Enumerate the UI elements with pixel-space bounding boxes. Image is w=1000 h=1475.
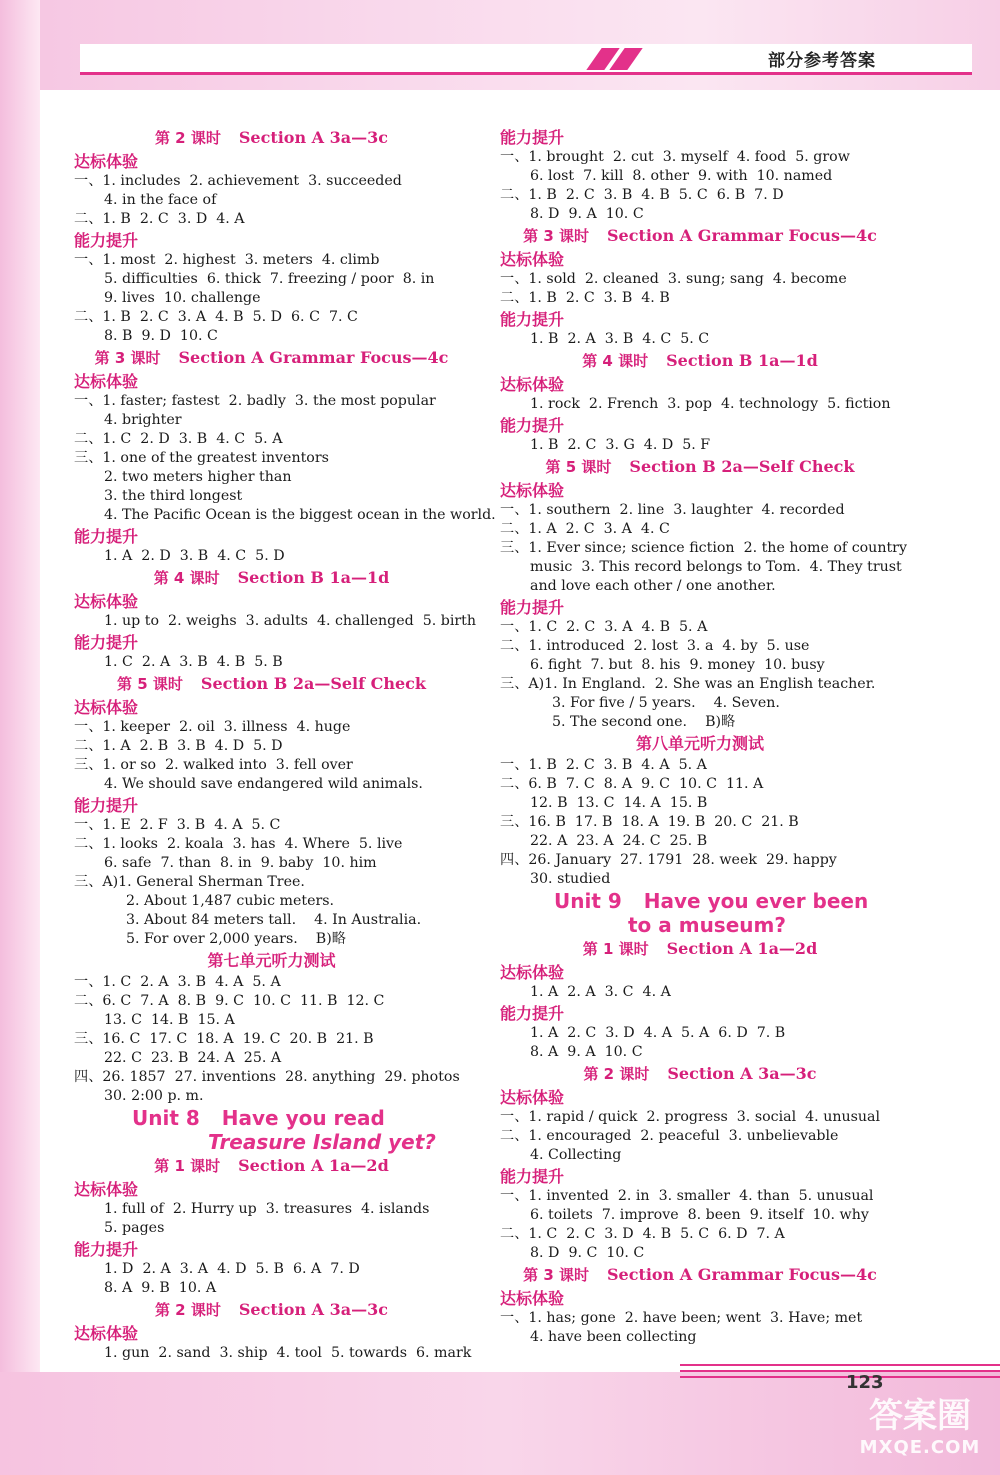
answer-line: music 3. This record belongs to Tom. 4. They trust xyxy=(530,559,902,575)
answer-line: 13. C 14. B 15. A xyxy=(104,1012,235,1028)
answer-line: 二、1. B 2. C 3. B 4. B 5. C 6. B 7. D xyxy=(500,187,784,203)
answer-line: 30. 2:00 p. m. xyxy=(104,1088,204,1104)
answer-line: 一、1. invented 2. in 3. smaller 4. than 5. unusual xyxy=(500,1188,874,1204)
lesson-heading xyxy=(74,566,469,590)
answer-line: 1. gun 2. sand 3. ship 4. tool 5. towards 6. mark xyxy=(104,1345,472,1361)
unit-heading-cont: Treasure Island yet? xyxy=(208,1130,436,1154)
section-heading: 能力提升 xyxy=(500,128,565,147)
answer-line: 4. Collecting xyxy=(530,1147,622,1163)
answer-line: 1. D 2. A 3. A 4. D 5. B 6. A 7. D xyxy=(104,1261,360,1277)
lesson-title: Section A 3a—3c xyxy=(238,1300,389,1319)
answer-line: 三、A)1. In England. 2. She was an English teacher. xyxy=(500,676,876,692)
answer-line: 4. in the face of xyxy=(104,192,217,208)
listening-test-heading: 第七单元听力测试 xyxy=(207,951,336,970)
lesson-title: Section B 2a—Self Check xyxy=(629,457,855,476)
answer-line: 6. lost 7. kill 8. other 9. with 10. named xyxy=(530,168,833,184)
section-heading: 达标体验 xyxy=(500,1088,565,1107)
answer-line: 一、1. C 2. C 3. A 4. B 5. A xyxy=(500,619,708,635)
lesson-title: Section A 3a—3c xyxy=(238,128,389,147)
watermark-logo: 答案圈 xyxy=(869,1396,971,1436)
section-heading: 达标体验 xyxy=(500,963,565,982)
section-heading: 达标体验 xyxy=(74,1324,139,1343)
answer-line: 8. D 9. C 10. C xyxy=(530,1245,645,1261)
unit-label: Unit 8 xyxy=(132,1106,200,1130)
answer-line: 1. B 2. A 3. B 4. C 5. C xyxy=(530,331,710,347)
section-heading: 达标体验 xyxy=(500,481,565,500)
page-number: 123 xyxy=(846,1372,884,1393)
answer-line: 5. pages xyxy=(104,1220,165,1236)
answer-line: 一、1. brought 2. cut 3. myself 4. food 5. grow xyxy=(500,149,850,165)
unit-title: Have you read xyxy=(221,1106,385,1130)
answer-line: 一、1. has; gone 2. have been; went 3. Have; met xyxy=(500,1310,863,1326)
answer-line: 二、1. encouraged 2. peaceful 3. unbelievable xyxy=(500,1128,839,1144)
answer-line: 一、1. sold 2. cleaned 3. sung; sang 4. become xyxy=(500,271,847,287)
lesson-title: Section A Grammar Focus—4c xyxy=(606,1265,877,1284)
answer-line: 1. B 2. C 3. G 4. D 5. F xyxy=(530,437,711,453)
answer-line: 二、6. C 7. A 8. B 9. C 10. C 11. B 12. C xyxy=(74,993,385,1009)
answer-line: 一、1. E 2. F 3. B 4. A 5. C xyxy=(74,817,281,833)
answer-line: 6. fight 7. but 8. his 9. money 10. busy xyxy=(530,657,825,673)
unit-heading xyxy=(500,889,900,913)
answer-line: 1. up to 2. weighs 3. adults 4. challenged 5. birth xyxy=(104,613,477,629)
page-header-title: 部分参考答案 xyxy=(768,51,876,71)
answer-line: 30. studied xyxy=(530,871,611,887)
answer-line: 1. A 2. D 3. B 4. C 5. D xyxy=(104,548,285,564)
answer-line: 四、26. 1857 27. inventions 28. anything 29. photos xyxy=(74,1069,460,1085)
lesson-number: 第 5 课时 xyxy=(545,458,612,476)
answer-line: 8. A 9. A 10. C xyxy=(530,1044,643,1060)
answer-line: 4. We should save endangered wild animals. xyxy=(104,776,423,792)
answer-line: 三、1. Ever since; science fiction 2. the home of country xyxy=(500,540,907,556)
section-heading: 达标体验 xyxy=(500,375,565,394)
answer-line: 二、1. C 2. C 3. D 4. B 5. C 6. D 7. A xyxy=(500,1226,785,1242)
answer-line: 3. For five / 5 years. 4. Seven. xyxy=(552,695,780,711)
answer-line: 一、1. C 2. A 3. B 4. A 5. A xyxy=(74,974,281,990)
section-heading: 达标体验 xyxy=(74,372,139,391)
lesson-number: 第 3 课时 xyxy=(523,227,589,245)
lesson-number: 第 2 课时 xyxy=(154,1301,221,1319)
answer-line: 9. lives 10. challenge xyxy=(104,290,261,306)
lesson-number: 第 1 课时 xyxy=(582,940,649,958)
answer-line: and love each other / one another. xyxy=(530,578,776,594)
answer-line: 一、1. keeper 2. oil 3. illness 4. huge xyxy=(74,719,351,735)
answer-line: 6. toilets 7. improve 8. been 9. itself 10. why xyxy=(530,1207,869,1223)
lesson-heading xyxy=(500,455,900,479)
answer-line: 5. difficulties 6. thick 7. freezing / poor 8. in xyxy=(104,271,435,287)
answer-line: 三、16. C 17. C 18. A 19. C 20. B 21. B xyxy=(74,1031,374,1047)
lesson-heading xyxy=(74,126,469,150)
answer-line: 一、1. B 2. C 3. B 4. A 5. A xyxy=(500,757,707,773)
answer-line: 一、1. includes 2. achievement 3. succeeded xyxy=(74,173,402,189)
answer-line: 3. About 84 meters tall. 4. In Australia. xyxy=(126,912,422,928)
section-heading: 能力提升 xyxy=(500,1004,565,1023)
answer-line: 二、1. B 2. C 3. D 4. A xyxy=(74,211,245,227)
lesson-heading xyxy=(74,672,469,696)
lesson-heading xyxy=(500,1263,900,1287)
answer-line: 二、1. looks 2. koala 3. has 4. Where 5. live xyxy=(74,836,403,852)
answer-line: 二、1. A 2. B 3. B 4. D 5. D xyxy=(74,738,283,754)
answer-line: 三、1. or so 2. walked into 3. fell over xyxy=(74,757,353,773)
section-heading: 达标体验 xyxy=(74,592,139,611)
section-heading: 达标体验 xyxy=(500,1289,565,1308)
unit-label: Unit 9 xyxy=(554,889,622,913)
left-column xyxy=(74,126,496,1363)
answer-line: 1. A 2. C 3. D 4. A 5. A 6. D 7. B xyxy=(530,1025,786,1041)
lesson-number: 第 1 课时 xyxy=(154,1157,221,1175)
answer-line: 22. A 23. A 24. C 25. B xyxy=(530,833,708,849)
answer-line: 2. two meters higher than xyxy=(104,469,292,485)
answer-line: 3. the third longest xyxy=(104,488,243,504)
answer-line: 8. B 9. D 10. C xyxy=(104,328,218,344)
answer-line: 二、1. B 2. C 3. A 4. B 5. D 6. C 7. C xyxy=(74,309,358,325)
answer-line: 二、1. introduced 2. lost 3. a 4. by 5. use xyxy=(500,638,810,654)
answer-line: 8. A 9. B 10. A xyxy=(104,1280,217,1296)
answer-line: 4. have been collecting xyxy=(530,1329,697,1345)
lesson-heading xyxy=(500,224,900,248)
answer-line: 5. The second one. B)略 xyxy=(552,714,736,730)
section-heading: 能力提升 xyxy=(74,633,139,652)
lesson-number: 第 2 课时 xyxy=(154,129,221,147)
section-heading: 达标体验 xyxy=(74,698,139,717)
listening-test-heading: 第八单元听力测试 xyxy=(635,734,764,753)
watermark xyxy=(845,1388,995,1458)
answer-line: 1. full of 2. Hurry up 3. treasures 4. islands xyxy=(104,1201,430,1217)
lesson-heading xyxy=(500,937,900,961)
section-heading: 能力提升 xyxy=(74,527,139,546)
answer-line: 一、1. faster; fastest 2. badly 3. the most popular xyxy=(74,393,436,409)
footer-lines xyxy=(680,1364,1000,1384)
answer-line: 22. C 23. B 24. A 25. A xyxy=(104,1050,282,1066)
unit-title: Have you ever been xyxy=(643,889,869,913)
lesson-number: 第 3 课时 xyxy=(523,1266,589,1284)
answer-line: 一、1. most 2. highest 3. meters 4. climb xyxy=(74,252,380,268)
answer-line: 12. B 13. C 14. A 15. B xyxy=(530,795,708,811)
lesson-title: Section B 1a—1d xyxy=(666,351,818,370)
answer-line: 4. The Pacific Ocean is the biggest ocean in the world. xyxy=(104,507,496,523)
answer-line: 二、1. C 2. D 3. B 4. C 5. A xyxy=(74,431,283,447)
answer-line: 1. A 2. A 3. C 4. A xyxy=(530,984,671,1000)
watermark-url: MXQE.COM xyxy=(859,1437,981,1458)
answer-line: 三、16. B 17. B 18. A 19. B 20. C 21. B xyxy=(500,814,799,830)
lesson-heading xyxy=(74,346,469,370)
section-heading: 达标体验 xyxy=(500,250,565,269)
answer-line: 6. safe 7. than 8. in 9. baby 10. him xyxy=(104,855,377,871)
answer-line: 三、A)1. General Sherman Tree. xyxy=(74,874,305,890)
answer-line: 四、26. January 27. 1791 28. week 29. happy xyxy=(500,852,837,868)
lesson-number: 第 5 课时 xyxy=(117,675,183,693)
lesson-number: 第 2 课时 xyxy=(583,1065,650,1083)
section-heading: 能力提升 xyxy=(74,231,139,250)
answer-line: 1. rock 2. French 3. pop 4. technology 5. fiction xyxy=(530,396,891,412)
answer-line: 8. D 9. A 10. C xyxy=(530,206,644,222)
answer-line: 1. C 2. A 3. B 4. B 5. B xyxy=(104,654,283,670)
answer-line: 二、1. B 2. C 3. B 4. B xyxy=(500,290,670,306)
lesson-title: Section A 1a—2d xyxy=(666,939,818,958)
answer-line: 2. About 1,487 cubic meters. xyxy=(126,893,335,909)
section-heading: 能力提升 xyxy=(500,598,565,617)
section-heading: 达标体验 xyxy=(74,1180,139,1199)
right-column xyxy=(500,126,907,1347)
lesson-number: 第 4 课时 xyxy=(582,352,649,370)
answer-line: 三、1. one of the greatest inventors xyxy=(74,450,329,466)
lesson-title: Section A Grammar Focus—4c xyxy=(178,348,449,367)
lesson-number: 第 4 课时 xyxy=(153,569,220,587)
answer-line: 一、1. southern 2. line 3. laughter 4. recorded xyxy=(500,502,845,518)
lesson-heading xyxy=(74,1298,469,1322)
answer-line: 4. brighter xyxy=(104,412,182,428)
answer-line: 5. For over 2,000 years. B)略 xyxy=(126,931,346,947)
lesson-heading xyxy=(74,1154,469,1178)
answer-line: 二、6. B 7. C 8. A 9. C 10. C 11. A xyxy=(500,776,764,792)
lesson-heading xyxy=(500,349,900,373)
section-heading: 能力提升 xyxy=(500,416,565,435)
lesson-title: Section A 1a—2d xyxy=(238,1156,389,1175)
lesson-title: Section A Grammar Focus—4c xyxy=(606,226,877,245)
answer-line: 二、1. A 2. C 3. A 4. C xyxy=(500,521,670,537)
section-heading: 能力提升 xyxy=(74,796,139,815)
section-heading: 能力提升 xyxy=(74,1240,139,1259)
section-heading: 能力提升 xyxy=(500,310,565,329)
lesson-heading xyxy=(500,1062,900,1086)
answer-line: 一、1. rapid / quick 2. progress 3. social 4. unusual xyxy=(500,1109,881,1125)
unit-heading xyxy=(74,1106,469,1130)
lesson-title: Section B 2a—Self Check xyxy=(200,674,426,693)
lesson-number: 第 3 课时 xyxy=(94,349,161,367)
section-heading: 能力提升 xyxy=(500,1167,565,1186)
lesson-title: Section B 1a—1d xyxy=(237,568,390,587)
left-decoration xyxy=(0,0,40,1475)
unit-heading-cont: to a museum? xyxy=(628,913,786,937)
section-heading: 达标体验 xyxy=(74,152,139,171)
lesson-title: Section A 3a—3c xyxy=(667,1064,817,1083)
